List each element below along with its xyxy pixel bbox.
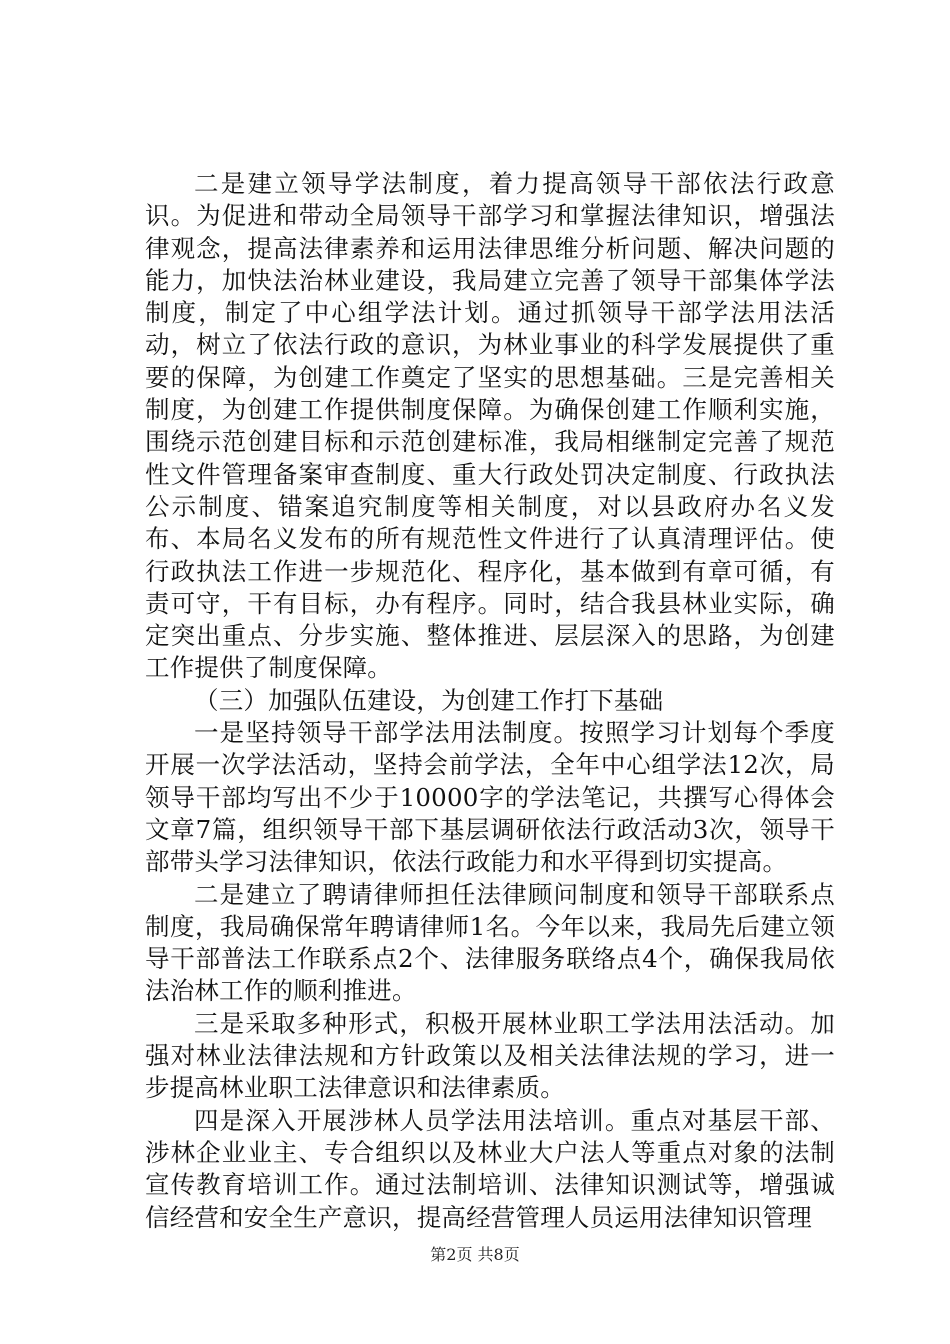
page-number-footer: 第2页 共8页 [430, 1245, 520, 1264]
paragraph-legal-counsel: 二是建立了聘请律师担任法律顾问制度和领导干部联系点制度，我局确保常年聘请律师1名。今年以来，我局先后建立领导干部普法工作联系点2个、法律服务联络点4个，确保我局依法治林工作的顺利推进。 [145, 879, 835, 1006]
paragraph-leader-law-study: 一是坚持领导干部学法用法制度。按照学习计划每个季度开展一次学法活动，坚持会前学法，全年中心组学法12次，局领导干部均写出不少于10000字的学法笔记，共撰写心得体会文章7篇，组织领导干部下基层调研依法行政活动3次，领导干部带头学习法律知识，依法行政能力和水平得到切实提高。 [145, 718, 835, 877]
paragraph-leadership-study-system: 二是建立领导学法制度，着力提高领导干部依法行政意识。为促进和带动全局领导干部学习和掌握法律知识，增强法律观念，提高法律素养和运用法律思维分析问题、解决问题的能力，加快法治林业建设，我局建立完善了领导干部集体学法制度，制定了中心组学法计划。通过抓领导干部学法用法活动，树立了依法行政的意识，为林业事业的科学发展提供了重要的保障，为创建工作奠定了坚实的思想基础。三是完善相关制度，为创建工作提供制度保障。为确保创建工作顺利实施，围绕示范创建目标和示范创建标准，我局相继制定完善了规范性文件管理备案审查制度、重大行政处罚决定制度、行政执法公示制度、错案追究制度等相关制度，对以县政府办名义发布、本局名义发布的所有规范性文件进行了认真清理评估。使行政执法工作进一步规范化、程序化，基本做到有章可循，有责可守，干有目标，办有程序。同时，结合我县林业实际，确定突出重点、分步实施、整体推进、层层深入的思路，为创建工作提供了制度保障。 [145, 169, 835, 683]
paragraph-forestry-training: 四是深入开展涉林人员学法用法培训。重点对基层干部、涉林企业业主、专合组织以及林业大户法人等重点对象的法制宣传教育培训工作。通过法制培训、法律知识测试等，增强诚信经营和安全生产意识，提高经营管理人员运用法律知识管理 [145, 1105, 835, 1232]
document-body [145, 168, 835, 1234]
paragraph-staff-law-study: 三是采取多种形式，积极开展林业职工学法用法活动。加强对林业法律法规和方针政策以及相关法律法规的学习，进一步提高林业职工法律意识和法律素质。 [145, 1008, 835, 1103]
section-heading-team-building: （三）加强队伍建设，为创建工作打下基础 [194, 685, 664, 715]
